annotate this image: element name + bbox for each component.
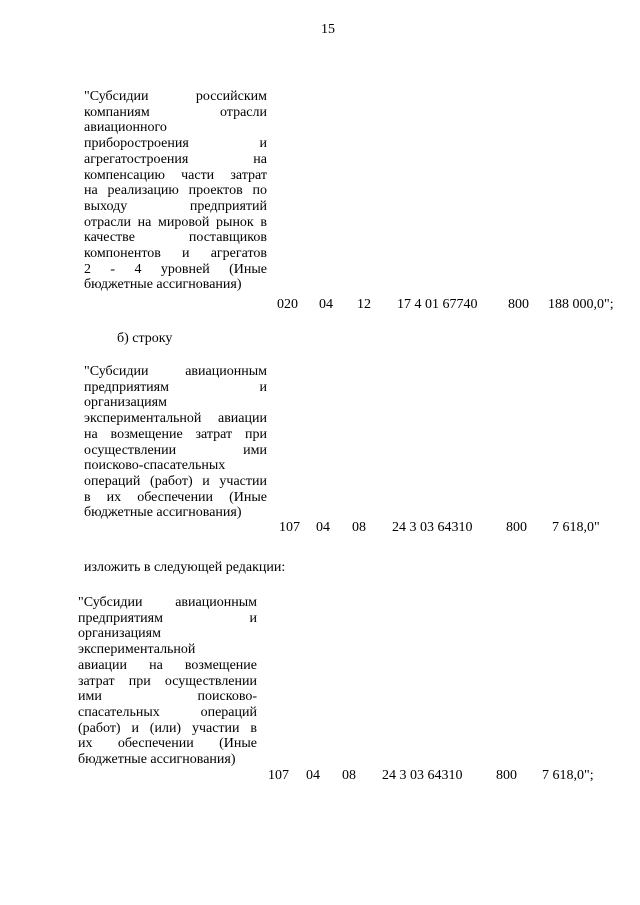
- description-last-line: бюджетные ассигнования): [78, 752, 236, 768]
- description-line: авиационного: [84, 120, 167, 136]
- entry-3-amount: 7 618,0";: [542, 768, 594, 783]
- description-line: "Субсидии российским: [84, 89, 267, 104]
- description-line: поисково-спасательных: [84, 458, 226, 474]
- entry-3-expense-type-code: 800: [496, 768, 517, 783]
- description-line: качестве поставщиков: [84, 230, 267, 246]
- description-line: компонентов и агрегатов: [84, 246, 267, 262]
- entry-2-target-article-code: 24 3 03 64310: [392, 520, 473, 535]
- entry-3-section-code: 04: [306, 768, 320, 783]
- description-line: авиации на возмещение: [78, 657, 257, 673]
- description-line: организациям: [78, 626, 161, 642]
- description-line: приборостроения и: [84, 136, 267, 152]
- entry-1-description: [84, 89, 267, 293]
- entry-3-ministry-code: 107: [268, 768, 289, 783]
- entry-1-section-code: 04: [319, 297, 333, 312]
- transition-text: изложить в следующей редакции:: [84, 560, 286, 575]
- subpoint-b: б) строку: [117, 331, 173, 346]
- description-line: (работ) и (или) участии в: [78, 720, 257, 736]
- description-line: "Субсидии авиационным: [78, 595, 257, 610]
- description-line: их обеспечении (Иные: [78, 736, 257, 752]
- description-line: предприятиям и: [84, 379, 267, 395]
- entry-2-subsection-code: 08: [352, 520, 366, 535]
- description-line: агрегатостроения на: [84, 151, 267, 167]
- description-line: компаниям отрасли: [84, 104, 267, 120]
- entry-3-target-article-code: 24 3 03 64310: [382, 768, 463, 783]
- entry-1-amount: 188 000,0";: [548, 297, 614, 312]
- description-line: экспериментальной: [78, 642, 196, 658]
- description-line: "Субсидии авиационным: [84, 364, 267, 379]
- description-line: осуществлении ими: [84, 442, 267, 458]
- entry-1-subsection-code: 12: [357, 297, 371, 312]
- description-line: экспериментальной авиации: [84, 411, 267, 427]
- entry-2-ministry-code: 107: [279, 520, 300, 535]
- entry-2-section-code: 04: [316, 520, 330, 535]
- description-line: ими поисково-: [78, 689, 257, 705]
- description-line: на реализацию проектов по: [84, 183, 267, 199]
- description-line: спасательных операций: [78, 704, 257, 720]
- description-line: в их обеспечении (Иные: [84, 489, 267, 505]
- description-line: 2 - 4 уровней (Иные: [84, 261, 267, 277]
- description-line: затрат при осуществлении: [78, 673, 257, 689]
- entry-1-target-article-code: 17 4 01 67740: [397, 297, 478, 312]
- description-line: на возмещение затрат при: [84, 426, 267, 442]
- description-line: организациям: [84, 395, 167, 411]
- entry-1-ministry-code: 020: [277, 297, 298, 312]
- description-last-line: бюджетные ассигнования): [84, 505, 242, 521]
- description-line: выходу предприятий: [84, 198, 267, 214]
- entry-2-amount: 7 618,0": [552, 520, 600, 535]
- description-line: компенсацию части затрат: [84, 167, 267, 183]
- page-number: 15: [321, 22, 335, 37]
- entry-3-description: [78, 595, 257, 768]
- entry-1-expense-type-code: 800: [508, 297, 529, 312]
- entry-3-subsection-code: 08: [342, 768, 356, 783]
- description-line: операций (работ) и участии: [84, 473, 267, 489]
- description-last-line: бюджетные ассигнования): [84, 277, 242, 293]
- entry-2-expense-type-code: 800: [506, 520, 527, 535]
- description-line: предприятиям и: [78, 610, 257, 626]
- description-line: отрасли на мировой рынок в: [84, 214, 267, 230]
- entry-2-description: [84, 364, 267, 521]
